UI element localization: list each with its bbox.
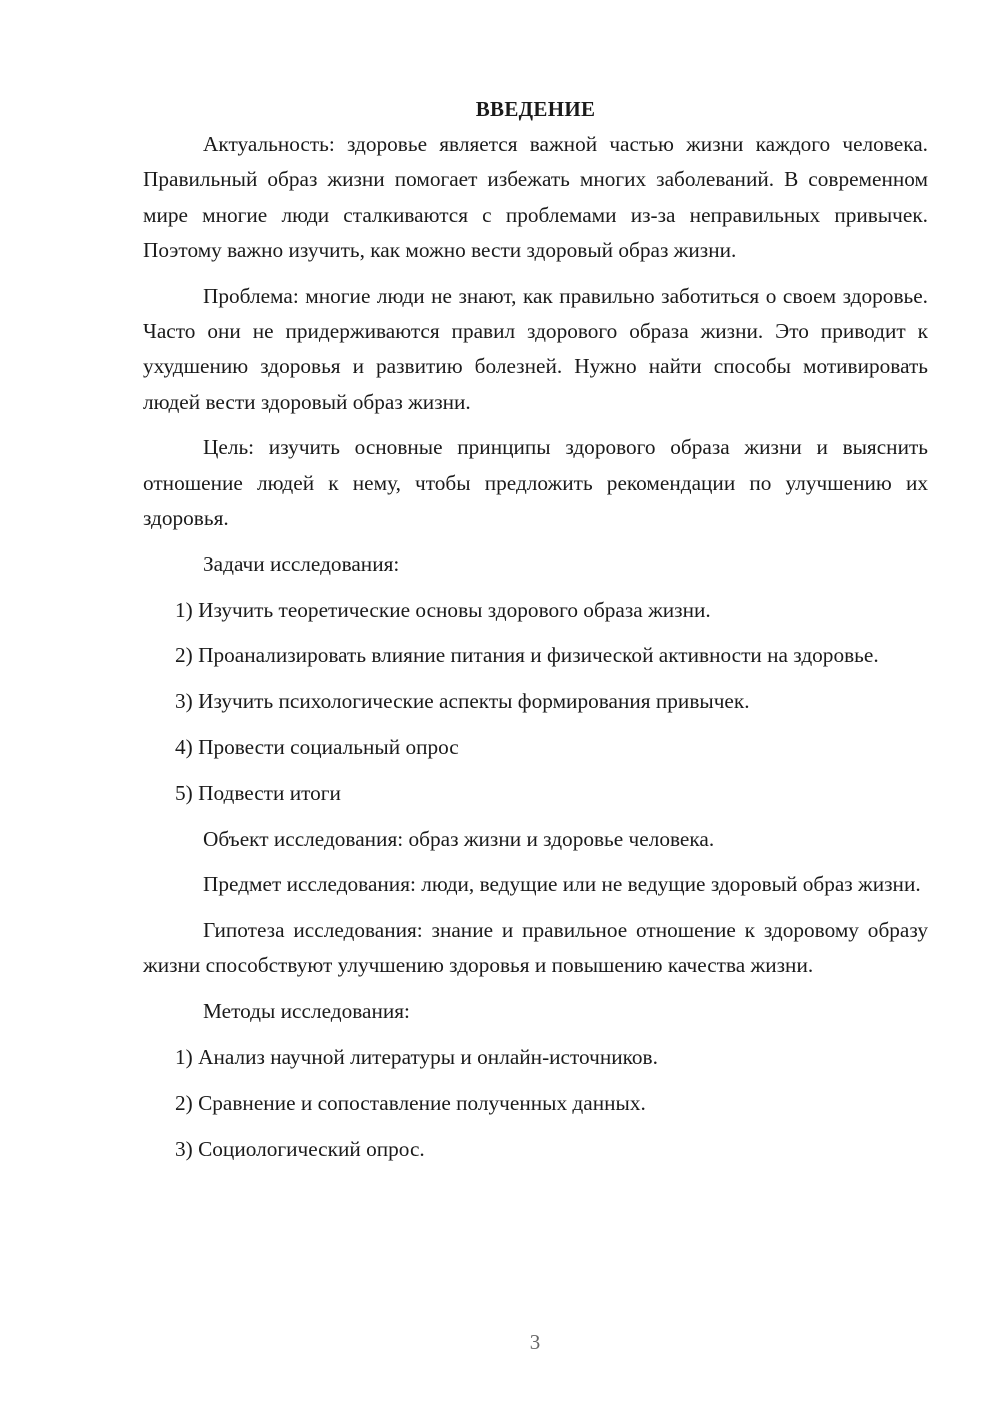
task-item-1: 1) Изучить теоретические основы здорового образа жизни. (175, 597, 711, 622)
tasks-heading: Задачи исследования: (203, 551, 400, 576)
page-title: ВВЕДЕНИЕ (475, 97, 596, 121)
task-item-5: 5) Подвести итоги (175, 780, 341, 805)
task-item-4: 4) Провести социальный опрос (175, 734, 459, 759)
methods-heading: Методы исследования: (203, 999, 410, 1024)
method-item-2: 2) Сравнение и сопоставление полученных данных. (175, 1090, 646, 1115)
method-item-3: 3) Социологический опрос. (175, 1136, 425, 1161)
problem-paragraph: Проблема: многие люди не знают, как правильно заботиться о своем здоровье. Часто они не придерживаются правил здорового образа жизни. Это приводит к ухудшению здоровья и развитию болезней. Нужно найти способы мотивировать людей вести здоровый образ жизни. (143, 283, 928, 414)
task-item-3: 3) Изучить психологические аспекты формирования привычек. (175, 689, 750, 714)
task-item-2: 2) Проанализировать влияние питания и физической активности на здоровье. (175, 643, 879, 668)
subject-paragraph: Предмет исследования: люди, ведущие или не ведущие здоровый образ жизни. (203, 872, 921, 897)
method-item-1: 1) Анализ научной литературы и онлайн-источников. (175, 1045, 658, 1070)
object-paragraph: Объект исследования: образ жизни и здоровье человека. (203, 826, 715, 851)
goal-paragraph: Цель: изучить основные принципы здорового образа жизни и выяснить отношение людей к нему, чтобы предложить рекомендации по улучшению их здоровья. (143, 435, 928, 530)
relevance-paragraph: Актуальность: здоровье является важной частью жизни каждого человека. Правильный образ жизни помогает избежать многих заболеваний. В современном мире многие люди сталкиваются с проблемами из-за неправильных привычек. Поэтому важно изучить, как можно вести здоровый образ жизни. (143, 132, 928, 262)
document-page (143, 92, 928, 1177)
hypothesis-paragraph: Гипотеза исследования: знание и правильное отношение к здоровому образу жизни способствуют улучшению здоровья и повышению качества жизни. (143, 918, 928, 978)
page-number: 3 (529, 1330, 541, 1354)
